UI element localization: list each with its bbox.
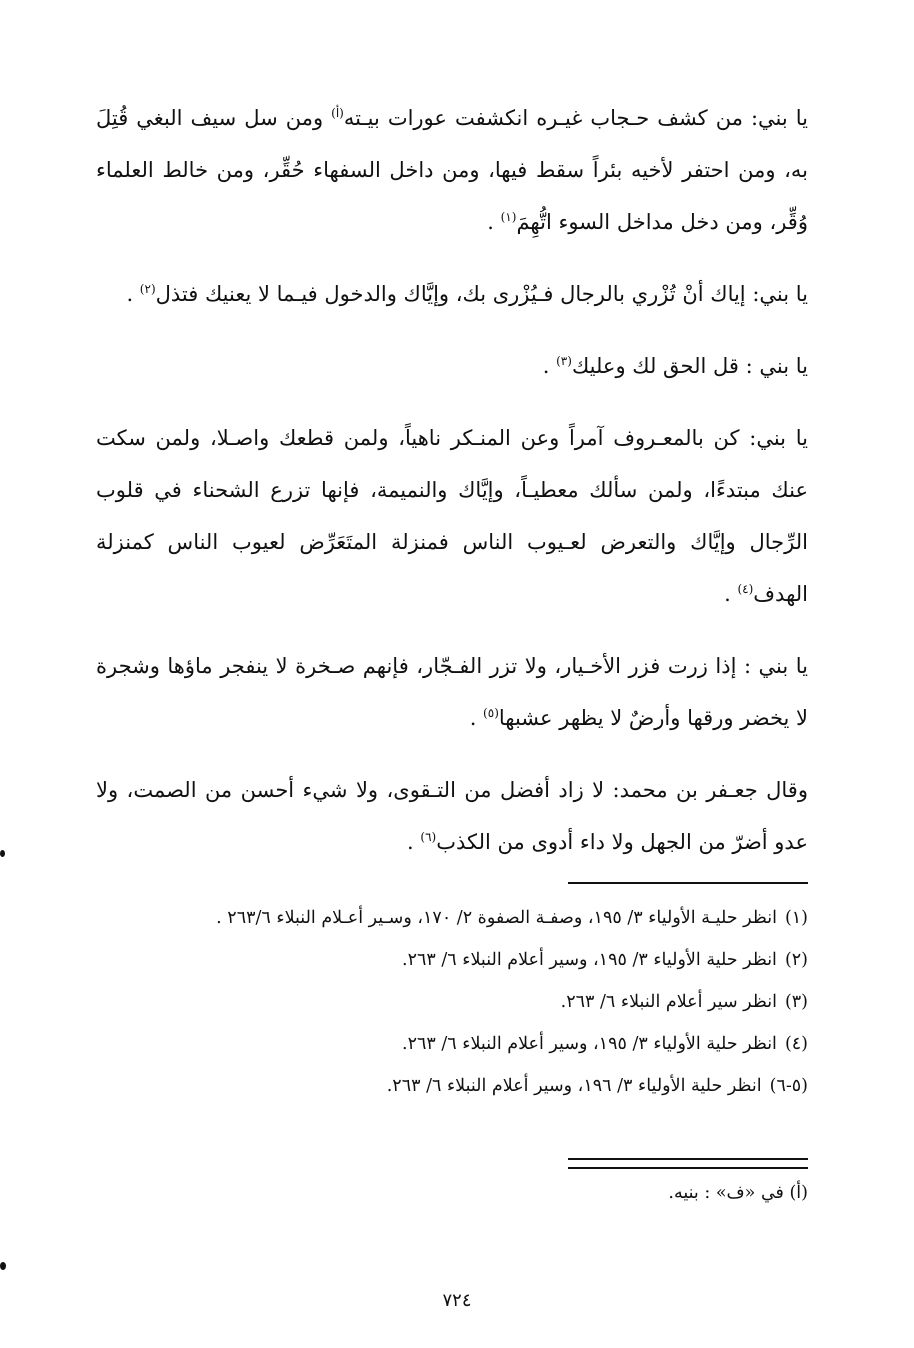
paragraph-text: وقال جعـفر بن محمد: لا زاد أفضل من التـقوى، ولا شيء أحسن من الصمت، ولا عدو أضرّ من الجهل ولا داء أدوى من الكذب [96,778,808,854]
footnote-text: انظر حلية الأولياء ٣/ ١٩٥، وسير أعلام النبلاء ٦/ ٢٦٣. [402,1034,777,1054]
footnote [96,900,808,936]
footnote-text: انظر سير أعلام النبلاء ٦/ ٢٦٣. [560,992,777,1012]
scan-speck [0,850,5,857]
footnote-text: انظر حلية الأولياء ٣/ ١٩٦، وسير أعلام النبلاء ٦/ ٢٦٣. [386,1076,762,1096]
paragraph-text: ومن سل سيف البغي قُتِلَ به، ومن احتفر لأخيه بئراً سقط فيها، ومن داخل السفهاء حُقِّر، ومن خالط العلماء وُقِّر، ومن دخل مداخل السوء اتُّهِمَ [96,106,808,234]
editor-note [96,1176,808,1210]
footnotes [96,900,808,1110]
paragraph-text: يا بني : قل الحق لك وعليك [571,354,808,378]
footnote-number: (٢) [784,950,808,970]
paragraph [96,92,808,248]
footnote [96,942,808,978]
editor-note-text: في «ف» : بنيه. [668,1183,784,1203]
paragraph-text: يا بني: من كشف حـجاب غيـره انكشفت عورات بيـته [343,106,808,130]
scan-speck [0,1262,6,1270]
paragraph-text: يا بني: إياك أنْ تُزْري بالرجال فـيُزْرى بك، وإيَّاك والدخول فيـما لا يعنيك فتذل [155,282,808,306]
paragraph [96,764,808,868]
footnote-marker: (١) [500,210,517,224]
footnote-number: (٤) [784,1034,808,1054]
main-text [96,92,808,888]
paragraph-end: . [724,582,738,606]
paragraph-text: يا بني : إذا زرت فزر الأخـيار، ولا تزر الفـجّار، فإنهم صـخرة لا ينفجر ماؤها وشجرة لا يخضر ورقها وأرضٌ لا يظهر عشبها [96,654,808,730]
footnote-text: انظر حليـة الأولياء ٣/ ١٩٥، وصفـة الصفوة ٢/ ١٧٠، وسـير أعـلام النبلاء ٢٦٣/٦ . [216,908,777,928]
editor-note-divider [568,1158,808,1169]
footnote-marker: (٢) [139,282,156,296]
footnote-text: انظر حلية الأولياء ٣/ ١٩٥، وسير أعلام النبلاء ٦/ ٢٦٣. [402,950,777,970]
editor-note-number: (أ) [789,1183,808,1203]
note-marker: (أ) [331,106,344,120]
paragraph-end: . [126,282,140,306]
footnote [96,1068,808,1104]
footnote-number: (١) [784,908,808,928]
footnote-number: (٥-٦) [769,1076,808,1096]
footnote-marker: (٤) [737,582,754,596]
paragraph-text: يا بني: كن بالمعـروف آمراً وعن المنـكر ناهياً، ولمن قطعك واصـلا، ولمن سكت عنك مبتدءًا، ولمن سألك معطيـاً، وإيَّاك والنميمة، فإنها تزرع الشحناء في قلوب الرِّجال وإيَّاك والتعرض لعـيوب الناس فمنزلة المتَعَرِّض لعيوب الناس كمنزلة الهدف [96,426,808,606]
paragraph-end: . [487,210,501,234]
footnote [96,1026,808,1062]
paragraph-end: . [469,706,484,730]
footnote [96,984,808,1020]
page-number: ٧٢٤ [442,1290,472,1311]
paragraph [96,412,808,620]
paragraph [96,340,808,392]
footnote-number: (٣) [784,992,808,1012]
footnote-marker: (٥) [483,706,499,720]
footnote-divider [568,882,808,884]
paragraph [96,268,808,320]
footnote-marker: (٣) [556,354,572,368]
paragraph-end: . [407,830,421,854]
paragraph [96,640,808,744]
footnote-marker: (٦) [420,830,437,844]
paragraph-end: . [542,354,557,378]
